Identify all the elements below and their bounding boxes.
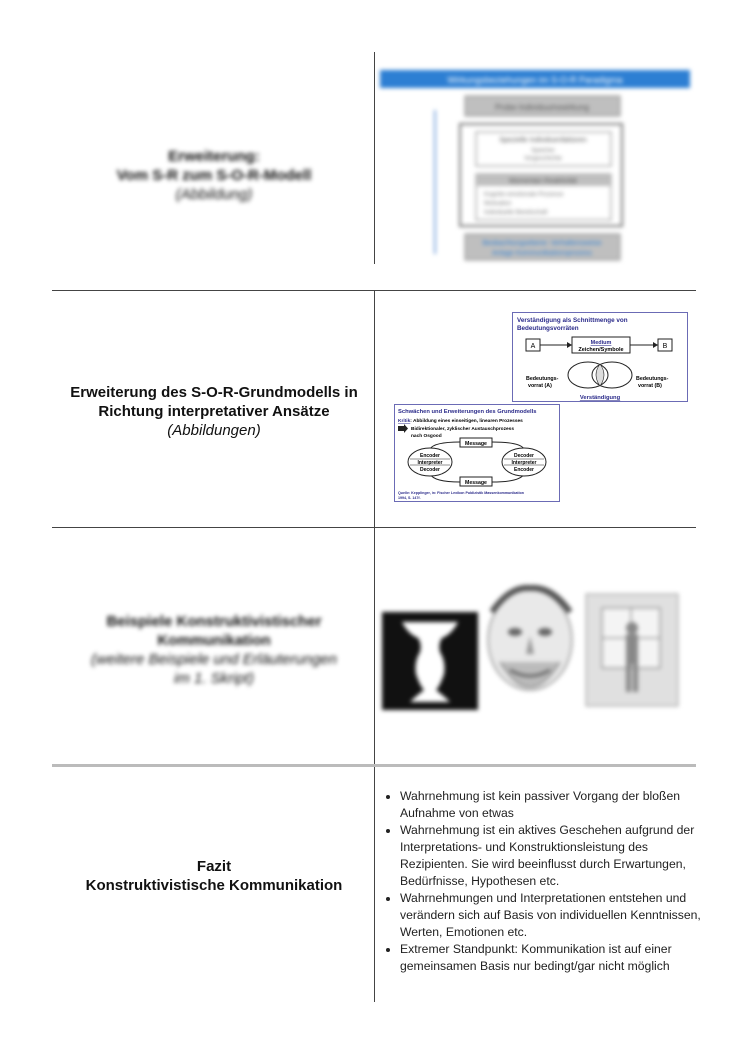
illusion-images [380,582,692,712]
fig2-arrow-text-line1: Bidirektionaler, zyklischer Austauschprozess [411,427,514,432]
fig1-node-b-label: B [662,343,668,350]
fig1-vorrat-b-line2: vorrat (B) [638,383,662,389]
fig2-left-decoder: Decoder [419,467,441,473]
row4-title-line1: Fazit [196,858,232,875]
fig1-medium-line2: Zeichen/Symbole [578,347,624,353]
fig1-node-a-label: A [530,343,536,350]
row3-title [60,612,368,688]
osgood-figure [394,404,560,502]
fig2-title: Schwächen und Erweiterungen des Grundmodells [398,409,537,415]
fig2-kritik-label: Kritik [398,419,411,424]
column-divider [374,290,375,1002]
sor-mid-box2-text: Momentan Reaktivität [509,178,577,185]
sor-top-box-text: Probe Individuumswirkung [495,103,589,112]
row3-title-line2: Kommunikation [157,632,271,649]
fig1-title-line1: Verständigung als Schnittmenge von [517,317,628,324]
row1-subtitle: (Abbildung) [175,186,253,203]
row4-title [60,857,368,895]
fig2-source-line2: 1994, S. 147f. [398,496,421,500]
fig2-source-line1: Quelle: Kepplinger, in: Fischer Lexikon Publizistik Massenkommunikation [398,491,525,495]
row1-title [60,147,368,204]
fig2-right-encoder: Encoder [513,467,535,473]
sor-bottom-box-line1: Beobachtungsebene: Verhaltensweise [482,240,602,247]
row3-subtitle-line1: (weitere Beispiele und Erläuterungen [91,651,337,668]
sor-mid-box1-sub1: Speicher [531,148,555,154]
row2-title-line2: Richtung interpretativer Ansätze [98,403,330,420]
fig1-title-line2: Bedeutungsvorräten [517,325,579,332]
row3-title-line1: Beispiele Konstruktivistischer [106,613,322,630]
sor-mid-box1-text: Spezielle Individuenfaktoren [499,137,587,144]
sor-bottom-box-line2: Anlage Kommunikationsprozess [492,250,592,257]
row-divider-3 [52,764,696,767]
row1-title-line1: Erweiterung: [168,148,260,165]
row-divider-2 [52,527,696,528]
fazit-bullet-list [382,788,710,975]
sor-mid-box2-sub3: Individuelle Bereitschaft [484,210,548,216]
sor-header-text: Wirkungsbeziehungen im S-O-R Paradigma [447,75,623,85]
window-figure-image [586,594,678,706]
row2-title [60,383,368,440]
fig1-medium-line1: Medium [590,340,612,346]
sor-diagram [380,66,692,266]
fig2-left-encoder: Encoder [419,453,441,459]
sor-mid-box1-sub2: Vorgeschichte [524,156,562,162]
fig2-kritik [398,418,523,424]
fig2-right-interpreter: Interpreter [511,460,537,466]
fazit-bullet-2: • Wahrnehmung ist ein aktives Geschehen aufgrund der Interpretations- und Konstruktionsleistung des Rezipienten. Sie wird beeinflusst durch Erwartungen, Bedürfnisse, Hypothesen etc. [400,822,710,890]
row3-subtitle-line2: im 1. Skript) [173,670,254,687]
row1-title-line2: Vom S-R zum S-O-R-Modell [116,167,312,184]
fig2-message-bottom-label: Message [465,480,487,486]
fig1-vorrat-a-line1: Bedeutungs- [526,376,559,382]
row-divider-1 [52,290,696,291]
verstaendigung-figure [512,312,688,402]
sor-mid-box2-sub1: Kognitiv-emotionale Prozesse [484,192,564,198]
row2-title-line1: Erweiterung des S-O-R-Grundmodells in [70,384,358,401]
fig1-vorrat-b-line1: Bedeutungs- [636,376,669,382]
sor-mid-box2-sub2: Motivation [484,201,512,207]
fig2-message-top-label: Message [465,441,487,447]
hidden-faces-portrait [488,588,572,690]
fig2-left-interpreter: Interpreter [417,460,443,466]
fazit-bullet-3: • Wahrnehmungen und Interpretationen entstehen und verändern sich auf Basis von individuellen Kenntnissen, Werten, Emotionen etc. [400,890,710,941]
rubin-vase-image [382,612,478,710]
fazit-bullet-1: • Wahrnehmung ist kein passiver Vorgang der bloßen Aufnahme von etwas [400,788,710,822]
row4-title-line2: Konstruktivistische Kommunikation [85,877,343,894]
fazit-bullet-4: • Extremer Standpunkt: Kommunikation ist auf einer gemeinsamen Basis nur bedingt/gar nicht möglich [400,941,710,975]
fig1-vorrat-a-line2: vorrat (A) [528,383,552,389]
row2-subtitle: (Abbildungen) [167,422,261,439]
fig2-right-decoder: Decoder [513,453,535,459]
column-divider-top [374,52,375,264]
fig1-verstaendigung: Verständigung [579,395,621,401]
fig2-kritik-text: : Abbildung eines einseitigen, linearen Prozesses [410,419,523,424]
fig2-arrow-text-line2: nach Osgood [411,434,442,439]
